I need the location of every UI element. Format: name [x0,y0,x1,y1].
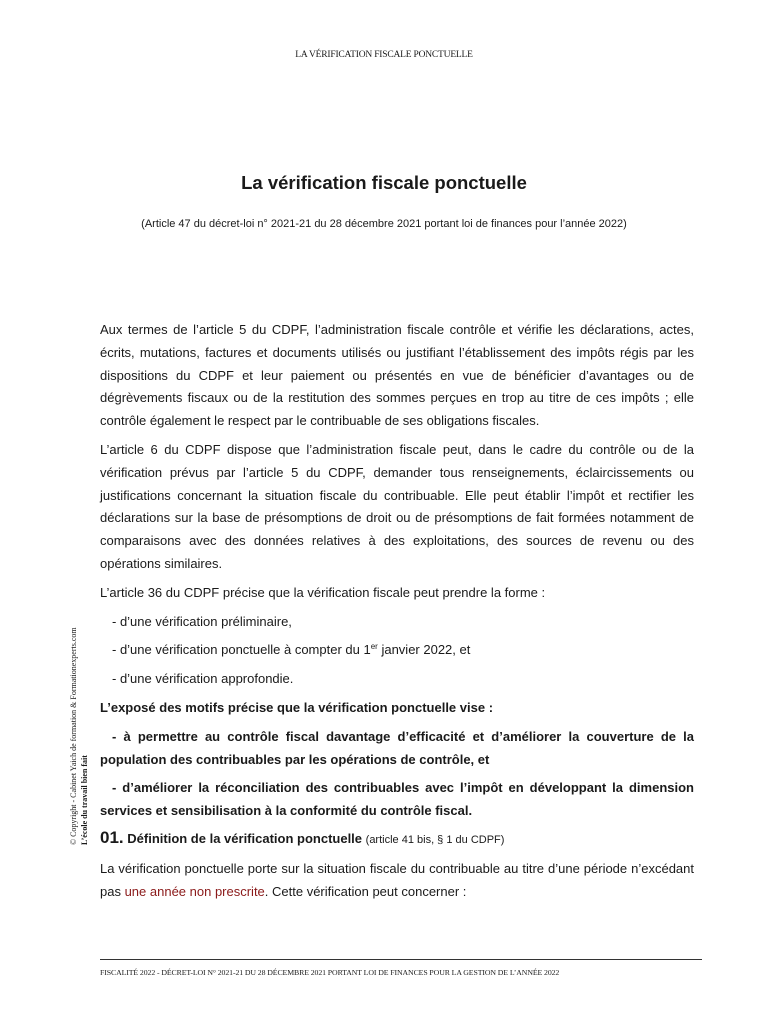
footer-divider [100,959,702,960]
running-header: LA VÉRIFICATION FISCALE PONCTUELLE [295,50,473,60]
section-number: 01. [100,827,124,847]
paragraph-4-end: . Cette vérification peut concerner : [264,883,467,899]
paragraph-4-start: La vérification ponctuelle porte sur la situation fiscale du contribuable au titre d’une période n’excédant pas [100,860,694,899]
motif-item-1-text: - à permettre au contrôle fiscal davantage d’efficacité et d’améliorer la couverture de la population des contribuables par les opérations de contrôle, et [100,728,694,767]
paragraph-1: Aux termes de l’article 5 du CDPF, l’administration fiscale contrôle et vérifie les déclarations, actes, écrits, mutations, factures et documents utilisés ou justifiant l’établissement des impôts régis par les dispositions du CDPF et leur paiement ou présentés en vue de bénéficier d’avantages ou de dégrèvements fiscaux ou de la restitution des sommes perçues en trop au titre de ces impôts ; elle contrôle également le respect par le contribuable de ses obligations fiscales. [100,322,694,429]
list-item-ponctuelle [112,639,694,662]
motif-item-2-text: - d’améliorer la réconciliation des contribuables avec l’impôt en développant la dimension services et sensibilisation à la conformité du contrôle fiscal. [100,780,694,819]
section-reference: (article 41 bis, § 1 du CDPF) [365,833,505,846]
section-title: Définition de la vérification ponctuelle [127,830,363,846]
paragraph-2: L’article 6 du CDPF dispose que l’administration fiscale peut, dans le cadre du contrôle ou de la vérification prévus par l’article 5 du CDPF, demander tous renseignements, éclaircissements ou justifications concernant la situation fiscale du contribuable. Elle peut établir l’impôt et rectifier les déclarations sur la base de présomptions de droit ou de présomptions de fait formées notamment de comparaisons avec des données relatives à des exploitations, des sources de revenu ou des opérations similaires. [100,441,694,571]
list-item-approfondie: - d’une vérification approfondie. [112,671,294,687]
page-title: La vérification fiscale ponctuelle [241,172,527,193]
copyright-line: © Copyright - Cabinet Yaich de formation & Formationexperts.com [69,627,78,845]
motif-item-2 [100,777,694,823]
list-item-ponctuelle-text: - d’une vérification ponctuelle à compter du 1 [112,642,371,658]
list-item-ponctuelle-date: janvier 2022, et [377,642,471,658]
section-heading [100,827,694,852]
document-body [100,319,694,903]
paragraph-3: L’article 36 du CDPF précise que la vérification fiscale peut prendre la forme : [100,584,546,600]
superscript-er: er [370,642,378,652]
list-item-preliminary: - d’une vérification préliminaire, [112,613,292,629]
page-subtitle: (Article 47 du décret-loi n° 2021-21 du 28 décembre 2021 portant loi de finances pour l’année 2022) [141,218,627,230]
motifs-intro: L’exposé des motifs précise que la vérification ponctuelle vise : [100,699,494,715]
running-footer: FISCALITÉ 2022 - DÉCRET-LOI N° 2021-21 DU 28 DÉCEMBRE 2021 PORTANT LOI DE FINANCES POUR LA GESTION DE L’ANNÉE 2022 [100,968,560,977]
motif-item-1 [100,726,694,772]
highlighted-phrase: une année non prescrite [124,883,265,899]
paragraph-4 [100,858,694,904]
slogan-line: L’école du travail bien fait [80,755,89,845]
